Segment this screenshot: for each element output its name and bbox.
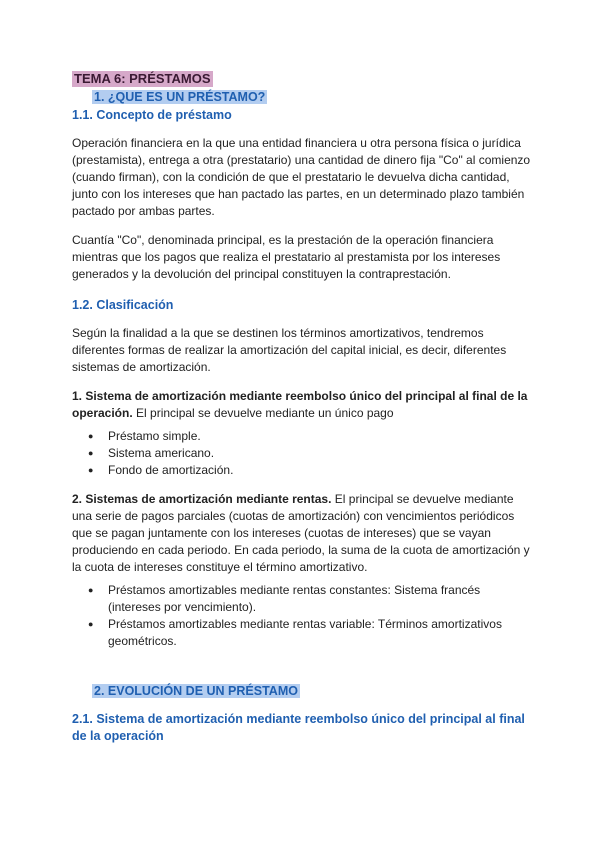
list-item: ● Préstamo simple. (108, 428, 532, 445)
subsection-2-1-heading: 2.1. Sistema de amortización mediante reembolso único del principal al final de la operación (72, 712, 525, 743)
section-1-heading-text: 1. ¿QUE ES UN PRÉSTAMO? (94, 90, 266, 104)
system-2-text: El principal se devuelve mediante una serie de pagos parciales (cuotas de amortización) con vencimientos periódicos que se pagan juntamente con los intereses (cuotas de intereses) que se vayan produciendo en cada periodo. En cada periodo, la suma de la cuota de amortización y la cuota de intereses constituye el término amortizativo. (72, 492, 530, 574)
list-item: ● Sistema americano. (108, 445, 532, 462)
paragraph-system-2 (72, 491, 532, 576)
system-2-title: 2. Sistemas de amortización mediante rentas. (72, 492, 332, 506)
paragraph-system-1 (72, 388, 532, 422)
subsection-1-2-heading: 1.2. Clasificación (72, 298, 174, 312)
section-2-heading (92, 683, 532, 699)
document-page (72, 70, 532, 745)
list-item: ● Préstamos amortizables mediante rentas variable: Términos amortizativos geométricos. (108, 616, 532, 650)
paragraph-cuantia: Cuantía "Co", denominada principal, es la prestación de la operación financiera mientras que los pagos que realiza el prestatario al prestamista por los intereses generados y la devolución del principal constituyen la contraprestación. (72, 233, 501, 281)
system-1-list (72, 428, 532, 479)
paragraph-clasificacion: Según la finalidad a la que se destinen los términos amortizativos, tendremos diferentes formas de realizar la amortización del capital inicial, es decir, diferentes sistemas de amortización. (72, 326, 507, 374)
system-1-text: El principal se devuelve mediante un único pago (132, 406, 394, 420)
document-title: TEMA 6: PRÉSTAMOS (74, 71, 211, 86)
system-2-list (72, 582, 532, 650)
subsection-1-1-heading: 1.1. Concepto de préstamo (72, 108, 232, 122)
system-1-title: 1. Sistema de amortización mediante reembolso único del principal al final de la operación. (72, 389, 528, 420)
list-item: ● Préstamos amortizables mediante rentas constantes: Sistema francés (intereses por vencimiento). (108, 582, 532, 616)
list-item: ● Fondo de amortización. (108, 462, 532, 479)
paragraph-concepto: Operación financiera en la que una entidad financiera u otra persona física o jurídica (prestamista), entrega a otra (prestatario) una cantidad de dinero fija "Co" al comienzo (cuando firman), con la condición de que el prestatario le devuelva dicha cantidad, junto con los intereses que han pactado las partes, en un determinado plazo también pactado por ambas partes. (72, 136, 531, 218)
section-1-heading (92, 89, 532, 105)
section-2-heading-text: 2. EVOLUCIÓN DE UN PRÉSTAMO (94, 684, 298, 698)
